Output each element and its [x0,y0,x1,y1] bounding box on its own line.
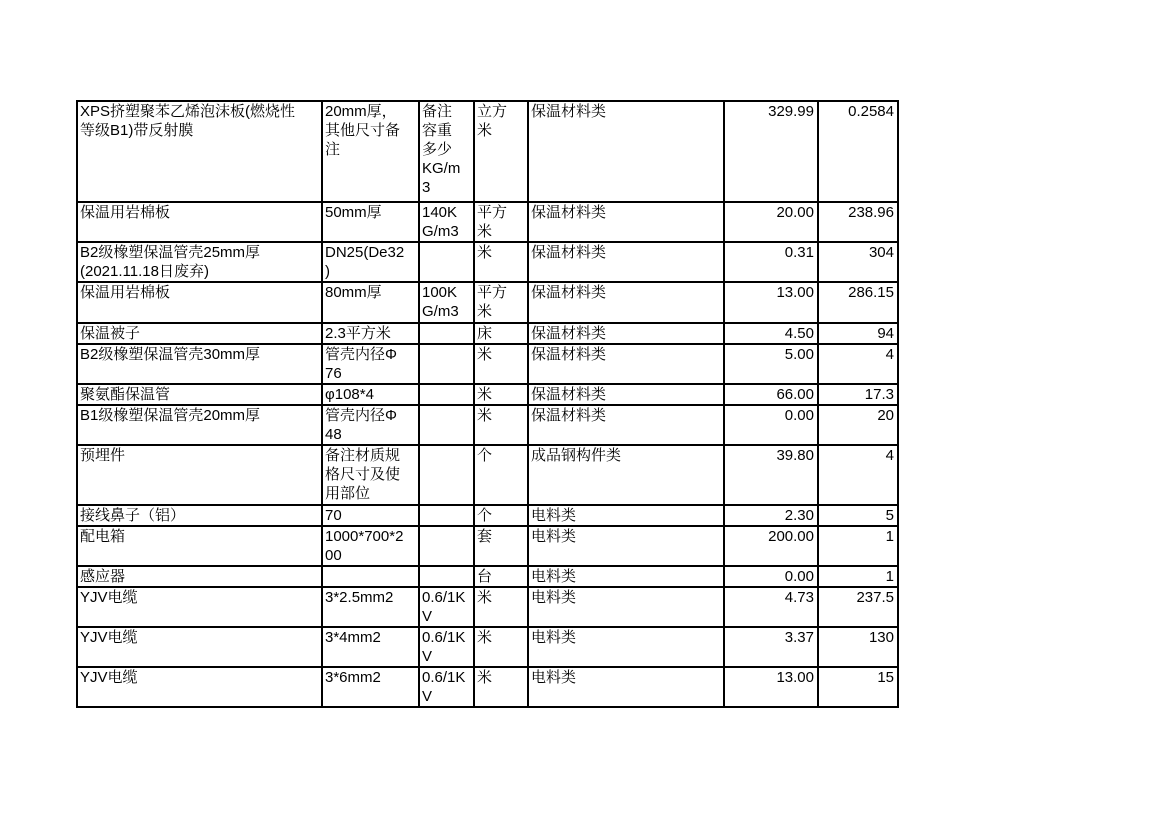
cell-category: 电料类 [528,526,724,566]
table-row [77,202,898,242]
cell-price: 39.80 [724,445,818,505]
cell-category: 保温材料类 [528,323,724,344]
cell-qty: 130 [818,627,898,667]
cell-note [419,344,474,384]
cell-unit: 米 [474,405,528,445]
cell-spec: 2.3平方米 [322,323,419,344]
cell-qty: 238.96 [818,202,898,242]
cell-note [419,323,474,344]
document-sheet [76,100,899,708]
cell-unit: 米 [474,667,528,707]
cell-unit: 米 [474,627,528,667]
cell-note [419,384,474,405]
cell-category: 电料类 [528,627,724,667]
cell-note [419,242,474,282]
cell-unit: 米 [474,587,528,627]
table-row [77,282,898,323]
cell-note: 0.6/1K V [419,587,474,627]
cell-name: B1级橡塑保温管壳20mm厚 [77,405,322,445]
cell-unit: 立方 米 [474,101,528,202]
cell-category: 保温材料类 [528,344,724,384]
cell-spec: 80mm厚 [322,282,419,323]
cell-qty: 17.3 [818,384,898,405]
cell-note [419,405,474,445]
cell-qty: 1 [818,526,898,566]
table-row [77,627,898,667]
cell-name: B2级橡塑保温管壳30mm厚 [77,344,322,384]
cell-category: 电料类 [528,566,724,587]
cell-spec: 3*4mm2 [322,627,419,667]
cell-name: YJV电缆 [77,587,322,627]
cell-note: 0.6/1K V [419,667,474,707]
cell-spec [322,566,419,587]
cell-spec: DN25(De32 ) [322,242,419,282]
cell-category: 保温材料类 [528,405,724,445]
cell-unit: 套 [474,526,528,566]
cell-category: 保温材料类 [528,101,724,202]
cell-category: 电料类 [528,667,724,707]
cell-note [419,566,474,587]
cell-category: 保温材料类 [528,282,724,323]
cell-note: 100K G/m3 [419,282,474,323]
cell-name: 保温被子 [77,323,322,344]
cell-unit: 米 [474,384,528,405]
cell-qty: 20 [818,405,898,445]
cell-qty: 15 [818,667,898,707]
cell-unit: 平方 米 [474,202,528,242]
cell-spec: 3*2.5mm2 [322,587,419,627]
table-row [77,242,898,282]
cell-note [419,445,474,505]
cell-note [419,505,474,526]
cell-price: 2.30 [724,505,818,526]
cell-category: 保温材料类 [528,242,724,282]
cell-qty: 5 [818,505,898,526]
cell-name: 感应器 [77,566,322,587]
cell-unit: 床 [474,323,528,344]
cell-note: 0.6/1K V [419,627,474,667]
cell-price: 3.37 [724,627,818,667]
cell-spec: 备注材质规 格尺寸及使 用部位 [322,445,419,505]
cell-spec: 70 [322,505,419,526]
cell-price: 20.00 [724,202,818,242]
cell-note [419,526,474,566]
cell-name: 聚氨酯保温管 [77,384,322,405]
table-row [77,566,898,587]
cell-name: XPS挤塑聚苯乙烯泡沫板(燃烧性 等级B1)带反射膜 [77,101,322,202]
cell-price: 0.00 [724,566,818,587]
cell-qty: 0.2584 [818,101,898,202]
cell-category: 保温材料类 [528,384,724,405]
table-row [77,344,898,384]
cell-qty: 4 [818,344,898,384]
cell-category: 电料类 [528,587,724,627]
cell-spec: 50mm厚 [322,202,419,242]
cell-name: B2级橡塑保温管壳25mm厚 (2021.11.18日废弃) [77,242,322,282]
cell-price: 0.00 [724,405,818,445]
cell-qty: 1 [818,566,898,587]
cell-spec: 3*6mm2 [322,667,419,707]
cell-name: 保温用岩棉板 [77,282,322,323]
table-row [77,526,898,566]
cell-price: 0.31 [724,242,818,282]
cell-qty: 304 [818,242,898,282]
cell-name: 配电箱 [77,526,322,566]
cell-name: 预埋件 [77,445,322,505]
table-row [77,101,898,202]
cell-price: 66.00 [724,384,818,405]
cell-price: 4.73 [724,587,818,627]
cell-name: YJV电缆 [77,667,322,707]
cell-price: 329.99 [724,101,818,202]
table-row [77,667,898,707]
cell-unit: 台 [474,566,528,587]
cell-qty: 4 [818,445,898,505]
cell-qty: 94 [818,323,898,344]
table-row [77,587,898,627]
cell-spec: 20mm厚， 其他尺寸备 注 [322,101,419,202]
cell-spec: 管壳内径Φ 48 [322,405,419,445]
cell-price: 13.00 [724,282,818,323]
table-row [77,384,898,405]
cell-unit: 个 [474,505,528,526]
table-row [77,323,898,344]
cell-note: 备注 容重 多少 KG/m 3 [419,101,474,202]
cell-name: YJV电缆 [77,627,322,667]
cell-category: 保温材料类 [528,202,724,242]
cell-price: 5.00 [724,344,818,384]
table-row [77,405,898,445]
materials-table-body [77,101,898,707]
cell-spec: φ108*4 [322,384,419,405]
cell-note: 140K G/m3 [419,202,474,242]
table-row [77,505,898,526]
cell-category: 成品钢构件类 [528,445,724,505]
cell-price: 13.00 [724,667,818,707]
materials-table [76,100,899,708]
cell-unit: 平方 米 [474,282,528,323]
cell-qty: 237.5 [818,587,898,627]
cell-name: 接线鼻子（铝） [77,505,322,526]
cell-unit: 个 [474,445,528,505]
cell-unit: 米 [474,344,528,384]
cell-spec: 1000*700*2 00 [322,526,419,566]
table-row [77,445,898,505]
cell-price: 4.50 [724,323,818,344]
cell-category: 电料类 [528,505,724,526]
cell-price: 200.00 [724,526,818,566]
cell-name: 保温用岩棉板 [77,202,322,242]
cell-qty: 286.15 [818,282,898,323]
cell-unit: 米 [474,242,528,282]
cell-spec: 管壳内径Φ 76 [322,344,419,384]
